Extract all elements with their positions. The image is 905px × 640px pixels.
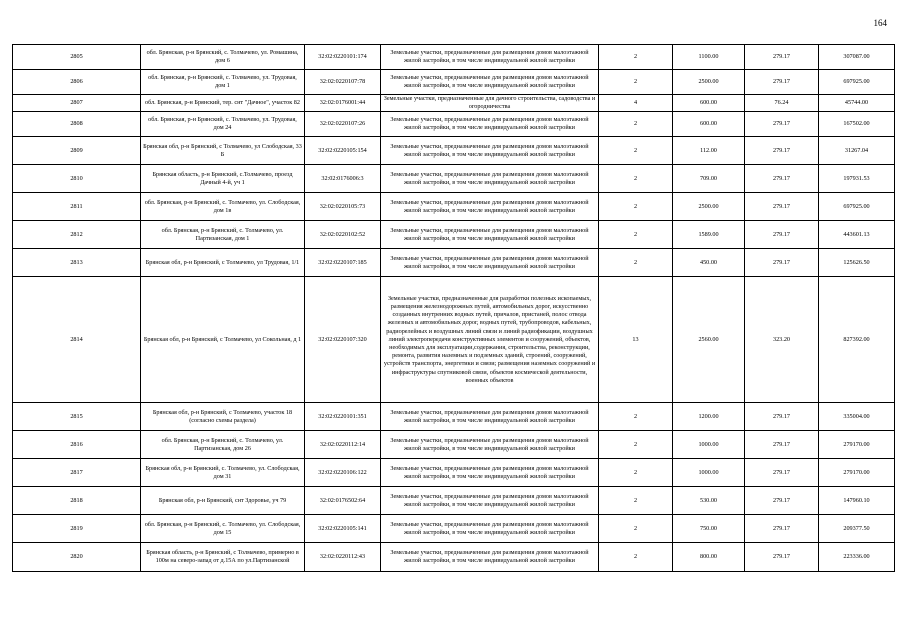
address-cell: Брянская область, р-н Брянский, с Толмачево, примерно в 100м на северо-запад от д.15А по ул.Партизанской [141,543,305,572]
cadastral-number-cell: 32:02:0220107:26 [305,112,381,137]
group-cell: 2 [599,515,673,543]
row-number: 2807 [13,95,141,112]
row-number: 2818 [13,487,141,515]
table-row [13,137,895,165]
row-number: 2808 [13,112,141,137]
rate-cell: 279.17 [745,112,819,137]
land-use-cell: Земельные участки, предназначенные для размещения домов малоэтажной жилой застройки, в том числе индивидуальной жилой застройки [381,487,599,515]
area-cell: 1100.00 [673,45,745,70]
cadastral-number-cell: 32:02:0220101:174 [305,45,381,70]
cadastral-value-cell: 45744.00 [819,95,895,112]
land-valuation-table [12,44,895,572]
cadastral-number-cell: 32:02:0176001:44 [305,95,381,112]
cadastral-number-cell: 32:02:0220112:43 [305,543,381,572]
cadastral-number-cell: 32:02:0220101:351 [305,403,381,431]
area-cell: 1589.00 [673,221,745,249]
area-cell: 750.00 [673,515,745,543]
cadastral-value-cell: 223336.00 [819,543,895,572]
land-use-cell: Земельные участки, предназначенные для размещения домов малоэтажной жилой застройки, в том числе индивидуальной жилой застройки [381,221,599,249]
cadastral-value-cell: 827392.00 [819,277,895,403]
area-cell: 1200.00 [673,403,745,431]
group-cell: 2 [599,165,673,193]
table-row [13,193,895,221]
rate-cell: 279.17 [745,515,819,543]
land-use-cell: Земельные участки, предназначенные для размещения домов малоэтажной жилой застройки, в том числе индивидуальной жилой застройки [381,459,599,487]
rate-cell: 279.17 [745,70,819,95]
table-row [13,459,895,487]
row-number: 2814 [13,277,141,403]
table-row [13,165,895,193]
cadastral-number-cell: 32:02:0220107:78 [305,70,381,95]
land-use-cell: Земельные участки, предназначенные для размещения домов малоэтажной жилой застройки, в том числе индивидуальной жилой застройки [381,543,599,572]
address-cell: обл. Брянская, р-н Брянский, с. Толмачево, ул. Слободская, дом 1в [141,193,305,221]
address-cell: Брянская обл, р-н Брянский, с Толмачево, участок 18 (согласно схемы раздела) [141,403,305,431]
area-cell: 1000.00 [673,459,745,487]
rate-cell: 279.17 [745,221,819,249]
group-cell: 2 [599,459,673,487]
area-cell: 450.00 [673,249,745,277]
land-use-cell: Земельные участки, предназначенные для размещения домов малоэтажной жилой застройки, в том числе индивидуальной жилой застройки [381,70,599,95]
land-use-cell: Земельные участки, предназначенные для размещения домов малоэтажной жилой застройки, в том числе индивидуальной жилой застройки [381,137,599,165]
cadastral-value-cell: 335004.00 [819,403,895,431]
table-row [13,277,895,403]
group-cell: 13 [599,277,673,403]
row-number: 2813 [13,249,141,277]
row-number: 2817 [13,459,141,487]
group-cell: 2 [599,487,673,515]
address-cell: обл. Брянская, р-н Брянский, с. Толмачево, ул. Трудовая, дом 24 [141,112,305,137]
group-cell: 2 [599,543,673,572]
row-number: 2816 [13,431,141,459]
address-cell: Брянская обл, р-н Брянский, с. Толмачево, ул. Слободская, дом 31 [141,459,305,487]
row-number: 2815 [13,403,141,431]
address-cell: обл. Брянская, р-н Брянский, с. Толмачево, ул. Трудовая, дом 1 [141,70,305,95]
address-cell: обл. Брянская, р-н Брянский, с. Толмачево, ул. Партизанская, дом 1 [141,221,305,249]
cadastral-number-cell: 32:02:0176502:64 [305,487,381,515]
cadastral-number-cell: 32:02:0220105:141 [305,515,381,543]
cadastral-value-cell: 443601.13 [819,221,895,249]
cadastral-number-cell: 32:02:0220106:122 [305,459,381,487]
cadastral-number-cell: 32:02:0220105:154 [305,137,381,165]
rate-cell: 279.17 [745,487,819,515]
land-use-cell: Земельные участки, предназначенные для размещения домов малоэтажной жилой застройки, в том числе индивидуальной жилой застройки [381,165,599,193]
land-use-cell: Земельные участки, предназначенные для дачного строительства, садоводства и огородничества [381,95,599,112]
row-number: 2809 [13,137,141,165]
address-cell: Брянская обл, р-н Брянский, снт Здоровье, уч 79 [141,487,305,515]
cadastral-value-cell: 147960.10 [819,487,895,515]
address-cell: Брянская обл, р-н Брянский, с Толмачево, ул Трудовая, 1/1 [141,249,305,277]
cadastral-number-cell: 32:02:0220107:185 [305,249,381,277]
row-number: 2805 [13,45,141,70]
table-row [13,45,895,70]
address-cell: обл. Брянская, р-н Брянский, с. Толмачево, ул. Слободская, дом 15 [141,515,305,543]
row-number: 2820 [13,543,141,572]
rate-cell: 279.17 [745,193,819,221]
cadastral-number-cell: 32:02:0176006:3 [305,165,381,193]
table-row [13,249,895,277]
rate-cell: 323.20 [745,277,819,403]
cadastral-number-cell: 32:02:0220107:320 [305,277,381,403]
cadastral-value-cell: 279170.00 [819,459,895,487]
row-number: 2812 [13,221,141,249]
address-cell: Брянская область, р-н Брянский, с.Толмачево, проезд Дачный 4-й, уч 1 [141,165,305,193]
land-use-cell: Земельные участки, предназначенные для размещения домов малоэтажной жилой застройки, в том числе индивидуальной жилой застройки [381,403,599,431]
address-cell: Брянская обл, р-н Брянский, с Толмачево, ул Сокольная, д 1 [141,277,305,403]
address-cell: Брянская обл, р-н Брянский, с Толмачево, ул Слободская, 33 Б [141,137,305,165]
rate-cell: 279.17 [745,165,819,193]
group-cell: 2 [599,249,673,277]
group-cell: 4 [599,95,673,112]
cadastral-value-cell: 209377.50 [819,515,895,543]
rate-cell: 279.17 [745,431,819,459]
land-use-cell: Земельные участки, предназначенные для размещения домов малоэтажной жилой застройки, в том числе индивидуальной жилой застройки [381,515,599,543]
row-number: 2806 [13,70,141,95]
land-use-cell: Земельные участки, предназначенные для размещения домов малоэтажной жилой застройки, в том числе индивидуальной жилой застройки [381,45,599,70]
table-row [13,515,895,543]
page-number: 164 [873,18,887,28]
rate-cell: 76.24 [745,95,819,112]
area-cell: 2500.00 [673,70,745,95]
rate-cell: 279.17 [745,459,819,487]
group-cell: 2 [599,431,673,459]
group-cell: 2 [599,403,673,431]
cadastral-value-cell: 697925.00 [819,70,895,95]
area-cell: 709.00 [673,165,745,193]
area-cell: 530.00 [673,487,745,515]
group-cell: 2 [599,112,673,137]
row-number: 2811 [13,193,141,221]
cadastral-value-cell: 125626.50 [819,249,895,277]
table-row [13,112,895,137]
table-row [13,403,895,431]
group-cell: 2 [599,193,673,221]
land-use-cell: Земельные участки, предназначенные для размещения домов малоэтажной жилой застройки, в том числе индивидуальной жилой застройки [381,431,599,459]
rate-cell: 279.17 [745,249,819,277]
land-use-cell: Земельные участки, предназначенные для разработки полезных ископаемых, размещения железнодорожных путей, автомобильных дорог, искусственно созданных внутренних водных путей, причалов, пристаней, полос отвода железных и автомобильных дорог, водных путей, трубопроводов, кабельных, радиорелейных и воздушных линий связи и линий радиофикации, воздушных линий электропередачи конструктивных элементов и сооружений, объектов, необходимых для эксплуатации,содержания, строительства, реконструкции, ремонта, развития наземных и подземных зданий, строений, сооружений, устройств транспорта, энергетики и связи; размещения наземных сооружений и инфраструктуры спутниковой связи, объектов космической деятельности, военных объектов [381,277,599,403]
table-row [13,431,895,459]
cadastral-number-cell: 32:02:0220105:73 [305,193,381,221]
table-row [13,95,895,112]
table-row [13,487,895,515]
cadastral-number-cell: 32:02:0220112:14 [305,431,381,459]
rate-cell: 279.17 [745,543,819,572]
land-use-cell: Земельные участки, предназначенные для размещения домов малоэтажной жилой застройки, в том числе индивидуальной жилой застройки [381,249,599,277]
address-cell: обл. Брянская, р-н Брянский, с. Толмачево, ул. Партизанская, дом 26 [141,431,305,459]
area-cell: 600.00 [673,95,745,112]
rate-cell: 279.17 [745,137,819,165]
group-cell: 2 [599,221,673,249]
cadastral-value-cell: 697925.00 [819,193,895,221]
area-cell: 112.00 [673,137,745,165]
table-row [13,70,895,95]
area-cell: 2500.00 [673,193,745,221]
area-cell: 2560.00 [673,277,745,403]
row-number: 2819 [13,515,141,543]
rate-cell: 279.17 [745,403,819,431]
land-use-cell: Земельные участки, предназначенные для размещения домов малоэтажной жилой застройки, в том числе индивидуальной жилой застройки [381,193,599,221]
address-cell: обл. Брянская, р-н Брянский, с. Толмачево, ул. Ромашина, дом 6 [141,45,305,70]
group-cell: 2 [599,70,673,95]
cadastral-value-cell: 307087.00 [819,45,895,70]
area-cell: 1000.00 [673,431,745,459]
cadastral-value-cell: 279170.00 [819,431,895,459]
cadastral-value-cell: 31267.04 [819,137,895,165]
table-row [13,543,895,572]
area-cell: 800.00 [673,543,745,572]
row-number: 2810 [13,165,141,193]
group-cell: 2 [599,45,673,70]
table-row [13,221,895,249]
rate-cell: 279.17 [745,45,819,70]
area-cell: 600.00 [673,112,745,137]
group-cell: 2 [599,137,673,165]
cadastral-value-cell: 167502.00 [819,112,895,137]
cadastral-number-cell: 32:02:0220102:52 [305,221,381,249]
cadastral-value-cell: 197931.53 [819,165,895,193]
land-use-cell: Земельные участки, предназначенные для размещения домов малоэтажной жилой застройки, в том числе индивидуальной жилой застройки [381,112,599,137]
address-cell: обл. Брянская, р-н Брянский, тер. снт "Дачное", участок 82 [141,95,305,112]
